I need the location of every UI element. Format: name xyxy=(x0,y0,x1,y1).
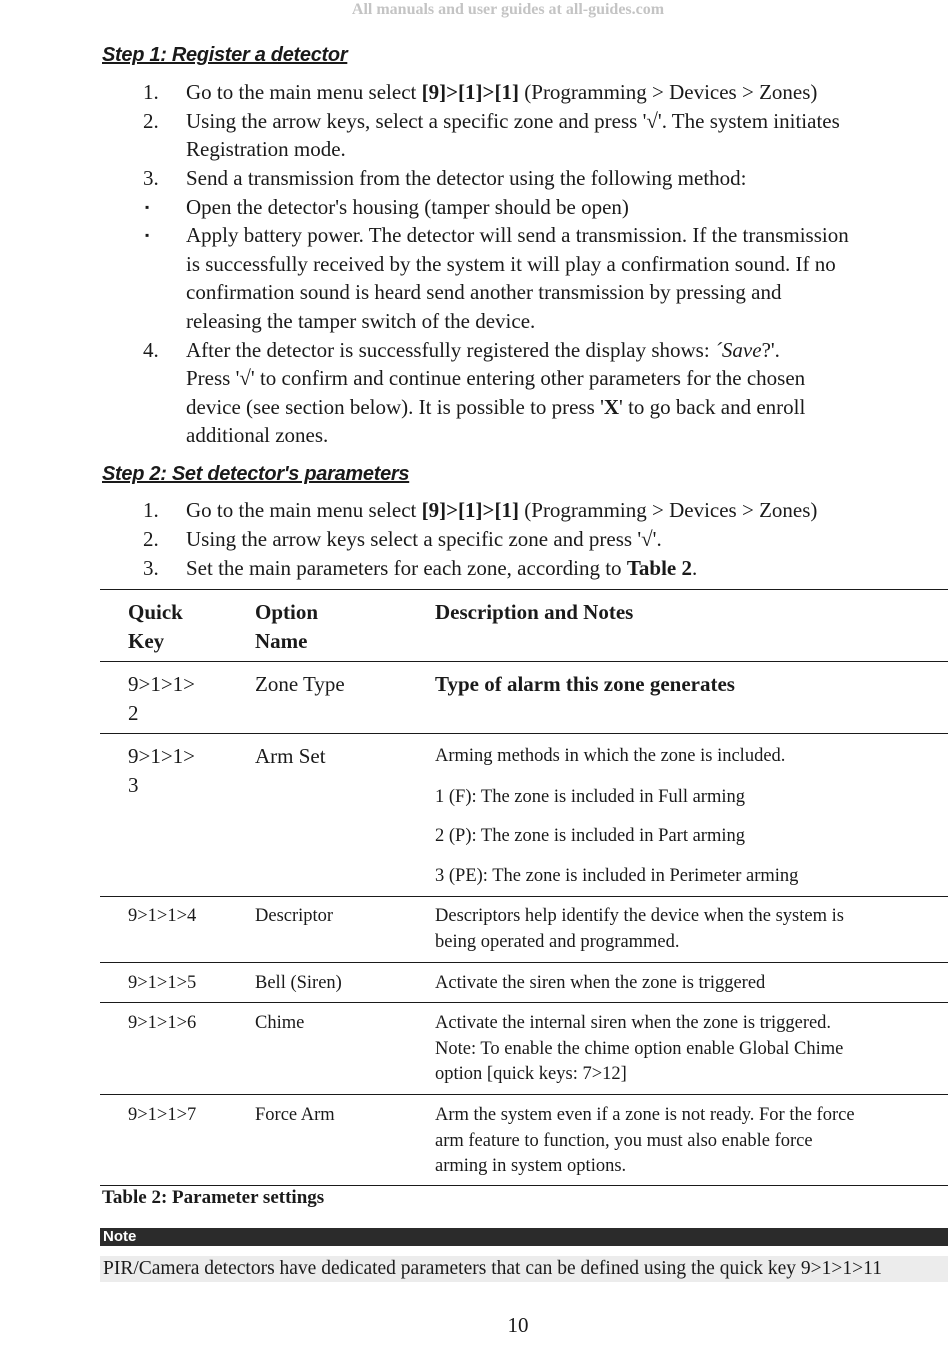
step1-item2: Using the arrow keys, select a specific zone and press '√'. The system initiates xyxy=(186,109,840,133)
table-row-name: Bell (Siren) xyxy=(255,973,342,993)
step2-item1: Go to the main menu select [9]>[1]>[1] (Programming > Devices > Zones) xyxy=(186,498,818,522)
watermark: All manuals and user guides at all-guides.com xyxy=(351,1,665,18)
step1-bullet2-line4: releasing the tamper switch of the device. xyxy=(186,309,536,333)
table-rule xyxy=(100,1002,948,1003)
table-row-key: 9>1>1>7 xyxy=(128,1105,197,1125)
table-row-desc: Activate the siren when the zone is triggered xyxy=(435,973,766,993)
note-text: PIR/Camera detectors have dedicated parameters that can be defined using the quick key 9>1>1>11 xyxy=(103,1258,882,1279)
table-rule xyxy=(100,962,948,963)
step2-item2-number: 2. xyxy=(143,527,159,551)
step1-item2-number: 2. xyxy=(143,109,159,133)
table-caption: Table 2: Parameter settings xyxy=(102,1187,325,1208)
step2-item2: Using the arrow keys select a specific zone and press '√'. xyxy=(186,527,662,551)
step1-item1-number: 1. xyxy=(143,80,159,104)
table-row-desc: Arming methods in which the zone is included. xyxy=(435,746,786,766)
step2-heading: Step 2: Set detector's parameters xyxy=(102,463,410,485)
table-row-key: 9>1>1>5 xyxy=(128,973,197,993)
table-row-name: Zone Type xyxy=(255,672,345,696)
table-row-name: Chime xyxy=(255,1013,305,1033)
step1-bullet2-line3: confirmation sound is heard send another transmission by pressing and xyxy=(186,280,782,304)
table-rule xyxy=(100,1185,948,1186)
header-description: Description and Notes xyxy=(435,600,634,624)
step1-item4-line3: device (see section below). It is possible to press 'X' to go back and enroll xyxy=(186,395,806,419)
table-row-key: 9>1>1> 3 xyxy=(128,744,196,797)
table-row-name: Force Arm xyxy=(255,1105,335,1125)
table-row-key: 9>1>1>4 xyxy=(128,906,197,926)
step1-heading: Step 1: Register a detector xyxy=(102,44,348,66)
step1-bullet2-line2: is successfully received by the system it will play a confirmation sound. If no xyxy=(186,252,836,276)
table-row-desc: 2 (P): The zone is included in Part arming xyxy=(435,826,745,846)
header-quick-key: Quick Key xyxy=(128,600,183,653)
table-rule xyxy=(100,1094,948,1095)
note-header xyxy=(100,1228,948,1246)
table-row-desc: Descriptors help identify the device when the system is being operated and programmed. xyxy=(435,906,844,952)
table-row-desc: 1 (F): The zone is included in Full arming xyxy=(435,787,746,807)
table-row-key: 9>1>1>6 xyxy=(128,1013,197,1033)
step2-item1-number: 1. xyxy=(143,498,159,522)
page-number: 10 xyxy=(507,1313,529,1337)
step1-bullet1: Open the detector's housing (tamper should be open) xyxy=(186,195,629,219)
step1-item3-number: 3. xyxy=(143,166,159,190)
bullet-icon: ▪ xyxy=(145,200,150,214)
bullet-icon: ▪ xyxy=(145,228,150,242)
table-row-name: Arm Set xyxy=(255,744,326,768)
table-rule xyxy=(100,733,948,734)
table-row-name: Descriptor xyxy=(255,906,334,926)
table-row-desc: Arm the system even if a zone is not ready. For the force arm feature to function, you must also enable force arming in system options. xyxy=(435,1105,855,1176)
table-rule xyxy=(100,589,948,590)
table-rule xyxy=(100,661,948,662)
step1-item3: Send a transmission from the detector using the following method: xyxy=(186,166,747,190)
step2-item3: Set the main parameters for each zone, according to Table 2. xyxy=(186,556,698,580)
header-option-name: Option Name xyxy=(255,600,319,653)
step1-item4-line2: Press '√' to confirm and continue entering other parameters for the chosen xyxy=(186,366,806,390)
step2-item3-number: 3. xyxy=(143,556,159,580)
table-row-desc: 3 (PE): The zone is included in Perimeter arming xyxy=(435,866,799,886)
step1-item1: Go to the main menu select [9]>[1]>[1] (Programming > Devices > Zones) xyxy=(186,80,818,104)
step1-item4-line1: After the detector is successfully registered the display shows: ´Save?'. xyxy=(186,338,780,362)
table-row-key: 9>1>1> 2 xyxy=(128,672,196,725)
table-row-desc: Activate the internal siren when the zone is triggered. Note: To enable the chime option enable Global Chime option [quick keys: 7>12] xyxy=(435,1013,844,1084)
note-label: Note xyxy=(103,1228,137,1245)
table-row-desc: Type of alarm this zone generates xyxy=(435,672,735,696)
note-body xyxy=(100,1256,948,1282)
step1-item2-cont: Registration mode. xyxy=(186,137,346,161)
table-rule xyxy=(100,896,948,897)
step1-bullet2-line1: Apply battery power. The detector will send a transmission. If the transmission xyxy=(186,223,849,247)
step1-item4-number: 4. xyxy=(143,338,159,362)
step1-item4-line4: additional zones. xyxy=(186,423,329,447)
